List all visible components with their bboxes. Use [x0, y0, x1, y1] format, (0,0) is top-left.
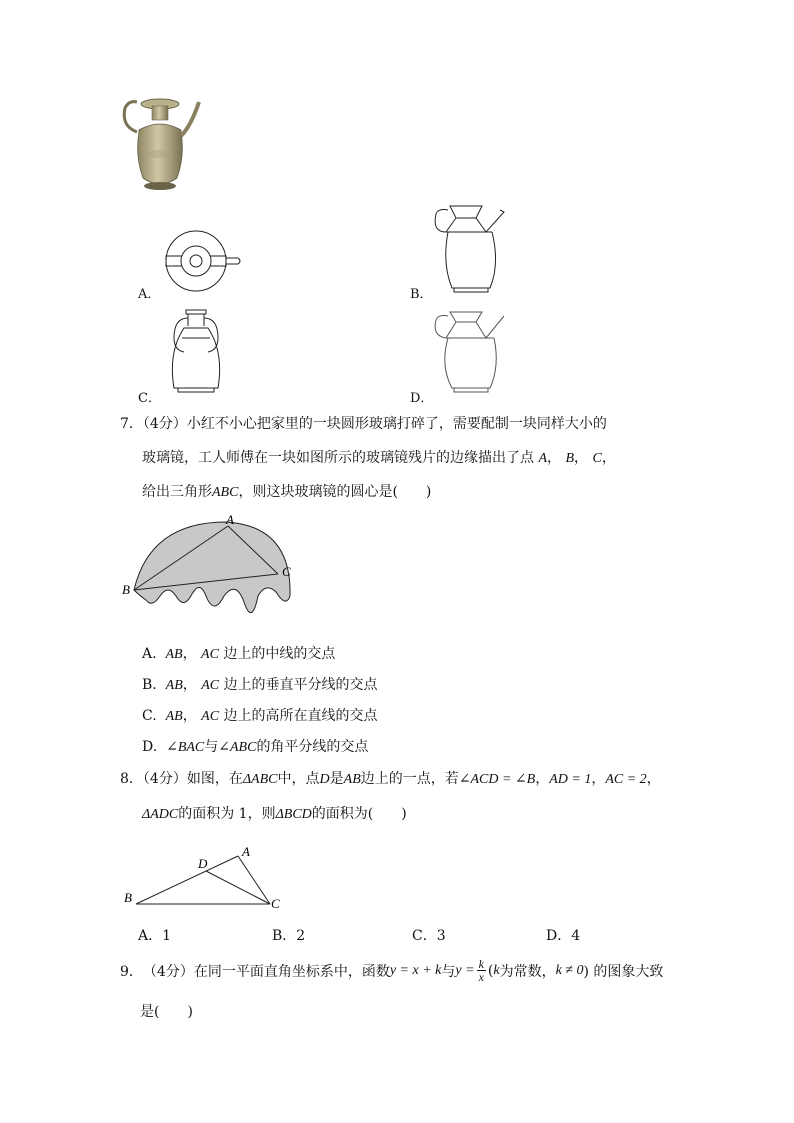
q7-option-math: AB — [165, 678, 183, 693]
q9-text: ) 的图象大致 — [583, 963, 664, 980]
q7-sep: ， — [547, 450, 562, 466]
option-c-side-view-drawing — [160, 308, 230, 398]
q7-text-2: 玻璃镜，工人师傅在一块如图所示的玻璃镜残片的边缘描出了点 — [142, 450, 534, 466]
q9-text: ( — [487, 962, 494, 979]
option-d-view-drawing — [432, 310, 512, 396]
q7-option-text: 的角平分线的交点 — [256, 739, 369, 755]
q7-option-math: AB — [165, 709, 183, 724]
option-c-label[interactable]: C． — [138, 391, 161, 406]
q7-point-b: B — [565, 451, 575, 466]
q9-fraction-numerator: k — [478, 957, 484, 971]
q8-math: ΔBCD — [275, 807, 312, 822]
option-a-top-view-drawing — [158, 228, 244, 294]
q7-line-3 — [142, 481, 431, 501]
q7-option-sep: 与 — [204, 739, 219, 755]
q8-number: 8． — [120, 771, 143, 787]
q7-score: （4分） — [142, 416, 187, 432]
q9-math: k ≠ 0 — [555, 962, 584, 978]
q8-triangle-figure — [118, 842, 288, 912]
q7-option-math: ∠ABC — [218, 740, 257, 755]
q8-math: AC = 2 — [605, 772, 647, 787]
q9-math: k — [493, 962, 500, 978]
q7-option-key: B. — [142, 677, 157, 693]
q7-sep: ， — [574, 450, 589, 466]
q7-option-c[interactable] — [142, 705, 377, 725]
q9-score: （4分） — [142, 963, 194, 980]
q7-option-key: A. — [142, 646, 157, 662]
q8-fig-label-b: B — [124, 890, 132, 905]
q7-option-text: 边上的中线的交点 — [223, 646, 336, 662]
q8-option-a[interactable]: A．1 — [138, 928, 172, 944]
q8-text: 的面积为 1，则 — [178, 806, 276, 822]
q7-option-math: AC — [201, 647, 219, 662]
q8-text: 的面积为( ) — [311, 806, 407, 822]
q8-text: 中，点 — [277, 771, 320, 787]
q8-line-1 — [120, 768, 661, 788]
q7-point-a: A — [538, 451, 548, 466]
q7-fig-label-c: C — [282, 564, 291, 579]
q8-fig-label-a: A — [242, 844, 250, 859]
q8-math: ∠ACD = ∠B — [458, 772, 536, 787]
q8-fig-label-c: C — [271, 896, 280, 911]
option-b-front-view-drawing — [430, 204, 510, 296]
teapot-photo — [115, 96, 205, 196]
q7-option-b[interactable] — [142, 674, 378, 694]
q9-line-1 — [120, 958, 663, 983]
q9-math: y = x + k — [389, 962, 442, 978]
q9-fraction — [477, 958, 486, 983]
q7-text-3a: 给出三角形 — [142, 484, 212, 500]
q8-text: 边上的一点，若 — [360, 771, 459, 787]
q7-number: 7． — [120, 416, 143, 432]
q7-text-1: 小红不小心把家里的一块圆形玻璃打碎了，需要配制一块同样大小的 — [186, 416, 607, 432]
q7-option-math: AC — [201, 709, 220, 724]
q9-text: 为常数， — [499, 963, 556, 980]
q7-option-math: ∠BAC — [166, 740, 205, 755]
q9-text: 在同一平面直角坐标系中，函数 — [193, 963, 390, 980]
q8-math: AD = 1 — [549, 772, 592, 787]
q7-option-a[interactable] — [142, 643, 335, 663]
option-a-label[interactable]: A． — [138, 287, 161, 302]
q7-option-math: AC — [201, 678, 220, 693]
q7-option-sep: ， — [182, 646, 197, 662]
q8-line-2 — [142, 803, 407, 823]
q8-text: 是 — [329, 771, 344, 787]
q8-math: ΔABC — [242, 772, 278, 787]
q7-option-key: D. — [142, 739, 158, 755]
q8-fig-label-d: D — [198, 856, 208, 871]
q8-math: D — [319, 772, 330, 787]
option-d-label[interactable]: D． — [410, 391, 434, 406]
q7-option-key: C. — [142, 708, 157, 724]
option-b-label[interactable]: B． — [410, 287, 433, 302]
q8-option-b[interactable]: B．2 — [272, 928, 306, 944]
q7-point-c: C — [592, 451, 602, 466]
q7-option-text: 边上的高所在直线的交点 — [223, 708, 378, 724]
q8-option-c[interactable]: C．3 — [412, 928, 446, 944]
q7-option-math: AB — [165, 647, 183, 662]
q8-text: 如图，在 — [186, 771, 243, 787]
q9-fraction-denominator: x — [478, 970, 484, 984]
q7-fig-label-b: B — [122, 582, 130, 597]
q7-option-sep: ， — [182, 677, 197, 693]
q8-option-d[interactable]: D．4 — [546, 928, 581, 944]
q7-option-text: 边上的垂直平分线的交点 — [223, 677, 378, 693]
q7-option-d[interactable] — [142, 736, 368, 756]
q9-line-2: 是( ) — [140, 1004, 193, 1020]
q7-option-sep: ， — [182, 708, 197, 724]
q7-glass-fragment-figure — [116, 512, 306, 634]
q7-text-3b: ，则这块玻璃镜的圆心是( ) — [238, 484, 432, 500]
q8-sep: ， — [535, 771, 550, 787]
q7-line-2 — [142, 447, 616, 467]
q8-sep: ， — [646, 771, 661, 787]
q9-math: y = — [455, 962, 475, 978]
q8-math: AB — [343, 772, 361, 787]
q9-number: 9． — [120, 963, 143, 980]
q7-fig-label-a: A — [226, 512, 234, 527]
q7-sep: ， — [601, 450, 616, 466]
q9-text: 与 — [441, 963, 456, 980]
q8-math: ΔADC — [142, 807, 179, 822]
q7-line-1 — [120, 413, 607, 433]
q7-triangle: ABC — [212, 485, 239, 500]
q8-sep: ， — [591, 771, 606, 787]
q8-score: （4分） — [142, 771, 187, 787]
